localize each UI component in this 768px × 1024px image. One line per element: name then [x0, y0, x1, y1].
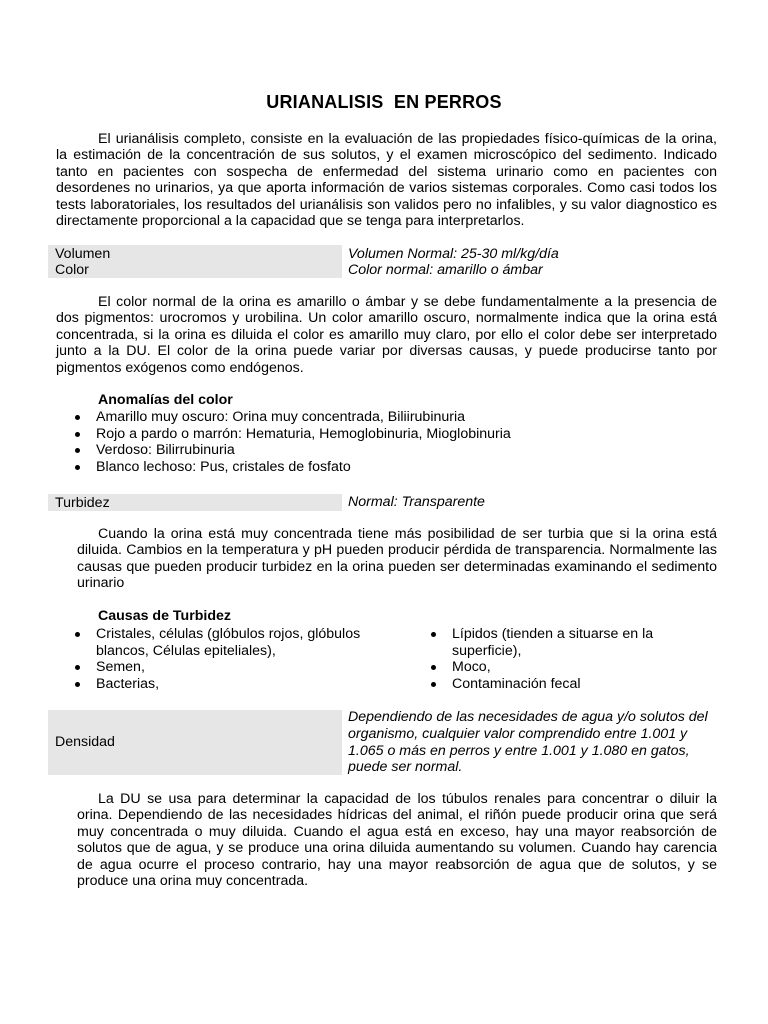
- densidad-label: Densidad: [55, 734, 115, 750]
- anomalias-heading: Anomalías del color: [98, 392, 233, 408]
- anomalias-list: [72, 409, 672, 475]
- du-paragraph: [77, 791, 717, 889]
- volumen-label: Volumen: [55, 246, 111, 262]
- intro-text: El urianálisis completo, consiste en la evaluación de las propiedades físico-químicas de la orina, la estimación de la concentración de sus solutos, y el examen microscópico del sedimento. Indicado tanto en pacientes con sospecha de enfermedad del sistema urinario como en pacientes con desordenes no urinarios, ya que aporta información de varios sistemas corporales. Como casi todos los tests laboratoriales, los resultados del urianálisis son validos pero no infalibles, y su valor diagnostico es directamente proporcional a la capacidad que se tenga para interpretarlos.: [56, 131, 717, 230]
- list-item: Amarillo muy oscuro: Orina muy concentrada, Biliirubinuria: [72, 409, 672, 426]
- causas-left-list: [72, 626, 372, 692]
- list-item: Verdoso: Bilirrubinuria: [72, 442, 672, 459]
- list-item: Rojo a pardo o marrón: Hematuria, Hemoglobinuria, Mioglobinuria: [72, 426, 672, 443]
- list-item: Contaminación fecal: [428, 676, 688, 693]
- turbidez-paragraph: [77, 526, 717, 592]
- color-label: Color: [55, 262, 89, 278]
- densidad-value: Dependiendo de las necesidades de agua y/o solutos del organismo, cualquier valor comprendido entre 1.001 y 1.065 o más en perros y entre 1.001 y 1.080 en gatos, puede ser normal.: [348, 709, 708, 776]
- color-value: Color normal: amarillo o ámbar: [348, 262, 543, 278]
- color-paragraph: [56, 294, 717, 376]
- turbidez-value: Normal: Transparente: [348, 494, 485, 510]
- color-paragraph-text: El color normal de la orina es amarillo o ámbar y se debe fundamentalmente a la presencia de dos pigmentos: urocromos y urobilina. Un color amarillo oscuro, normalmente indica que la orina está concentrada, si la orina es diluida el color es amarillo muy claro, por ello el color debe ser interpretado junto a la DU. El color de la orina puede variar por diversas causas, y puede producirse tanto por pigmentos exógenos como endógenos.: [56, 294, 717, 376]
- list-item: Moco,: [428, 659, 688, 676]
- list-item: Blanco lechoso: Pus, cristales de fosfato: [72, 459, 672, 476]
- list-item: Lípidos (tienden a situarse en la superficie),: [428, 626, 688, 659]
- du-paragraph-text: La DU se usa para determinar la capacidad de los túbulos renales para concentrar o diluir la orina. Dependiendo de las necesidades hídricas del animal, el riñón puede producir orina que será muy concentrada o muy diluida. Cuando el agua está en exceso, hay una mayor reabsorción de solutos que de agua, y se produce una orina diluida aumentando su volumen. Cuando hay carencia de agua ocurre el proceso contrario, hay una mayor reabsorción de agua que de solutos, y se produce una orina muy concentrada.: [77, 791, 717, 890]
- list-item: Cristales, células (glóbulos rojos, glóbulos blancos, Células epiteliales),: [72, 626, 372, 659]
- turbidez-label: Turbidez: [55, 495, 110, 511]
- causas-right-list: [428, 626, 688, 692]
- causas-heading: Causas de Turbidez: [98, 608, 231, 624]
- volumen-value: Volumen Normal: 25-30 ml/kg/día: [348, 246, 559, 262]
- page-title: URIANALISIS EN PERROS: [266, 92, 502, 112]
- intro-paragraph: [56, 131, 717, 229]
- list-item: Bacterias,: [72, 676, 372, 693]
- list-item: Semen,: [72, 659, 372, 676]
- turbidez-paragraph-text: Cuando la orina está muy concentrada tiene más posibilidad de ser turbia que si la orina está diluida. Cambios en la temperatura y pH pueden producir pérdida de transparencia. Normalmente las causas que pueden producir turbidez en la orina pueden ser determinadas examinando el sedimento urinario: [77, 526, 717, 592]
